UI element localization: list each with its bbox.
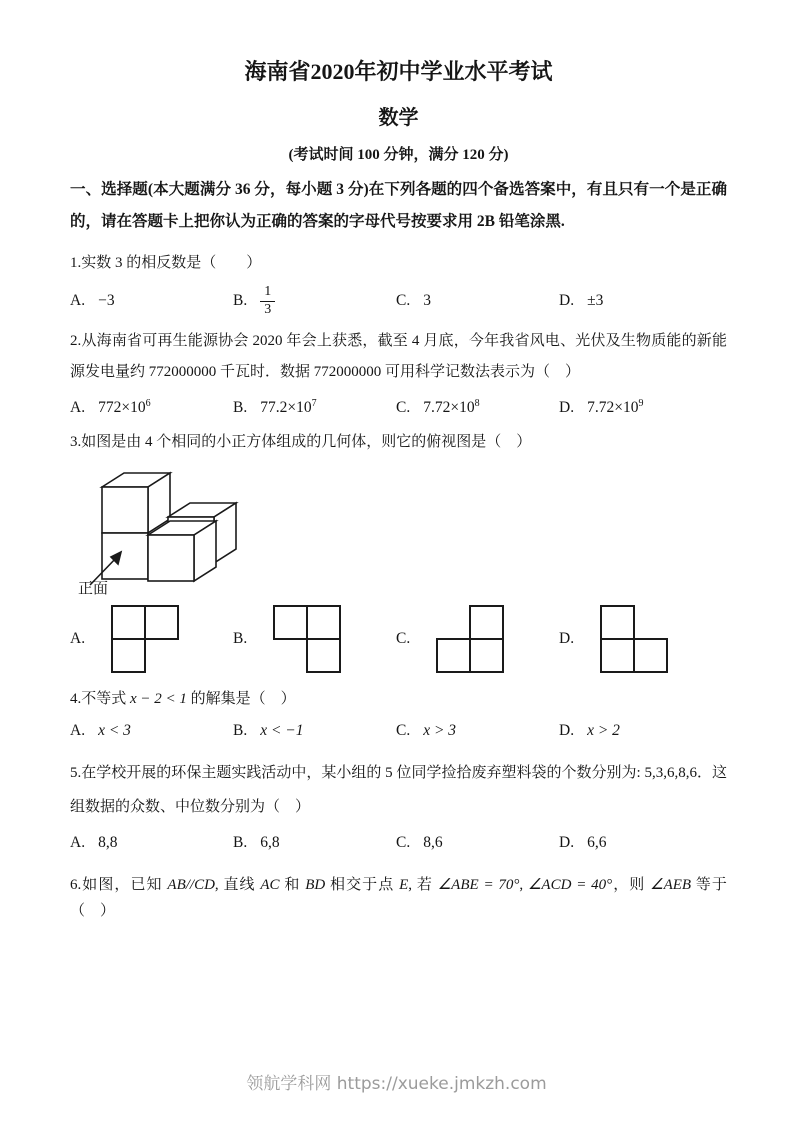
question-5-options xyxy=(70,834,727,852)
option-value: −3 xyxy=(98,292,115,309)
option-letter: A. xyxy=(70,292,86,309)
cube-front-face xyxy=(102,533,148,579)
option-value: $7.72\times 10^8$ xyxy=(423,398,480,417)
option-letter: B. xyxy=(233,722,248,740)
cube-front-face xyxy=(102,487,148,533)
option-letter: B. xyxy=(233,398,248,416)
option-value: $77.2\times 10^7$ xyxy=(260,398,317,417)
question-4-option-c xyxy=(396,722,559,740)
math-segment: ∠ACD = 40° xyxy=(527,877,613,894)
top-view-option-a-figure xyxy=(110,604,180,674)
option-letter: B. xyxy=(233,292,248,309)
math-segment: ∠AEB xyxy=(650,877,692,894)
exam-title: 海南省2020年初中学业水平考试 xyxy=(244,59,553,84)
question-5-stem xyxy=(70,756,727,824)
text-segment: 的解集是（ ） xyxy=(190,691,296,708)
question-3-option-a xyxy=(70,604,233,674)
option-letter: C. xyxy=(396,398,411,416)
question-2-stem xyxy=(70,326,727,388)
question-1 xyxy=(70,250,727,324)
option-value: 8,8 xyxy=(98,834,118,852)
math-segment: x − 2 < 1 xyxy=(126,691,191,708)
question-2-option-b xyxy=(233,398,396,417)
option-value: 8,6 xyxy=(423,834,443,852)
question-3 xyxy=(70,429,727,674)
top-view-option-d-figure xyxy=(599,604,669,674)
option-letter: A. xyxy=(70,630,86,648)
text-segment: 1.实数 3 的相反数是（ ） xyxy=(70,255,262,271)
cube-assembly-figure xyxy=(78,461,278,595)
fraction-numerator: 1 xyxy=(260,284,275,301)
option-value: x > 2 xyxy=(587,722,620,740)
question-5-option-c xyxy=(396,834,559,852)
exponent: 7 xyxy=(311,398,317,409)
question-4-option-b xyxy=(233,722,396,740)
option-value: ±3 xyxy=(587,292,604,309)
text-segment: 5.在学校开展的环保主题实践活动中，某小组的 5 位同学捡拾废弃塑料袋的个数分别为: 5,3,6,8,6．这组数据的众数、中位数分别为（ ） xyxy=(70,765,727,816)
question-2-option-d xyxy=(559,398,727,417)
exam-info: (考试时间 100 分钟，满分 120 分) xyxy=(288,147,509,163)
question-1-option-a xyxy=(70,292,233,310)
option-letter: D. xyxy=(559,722,575,740)
question-3-stem xyxy=(70,429,727,455)
question-2 xyxy=(70,326,727,417)
exponent: 9 xyxy=(638,398,644,409)
exponent: 8 xyxy=(474,398,480,409)
option-letter: B. xyxy=(233,630,248,648)
text-segment: 3.如图是由 4 个相同的小正方体组成的几何体，则它的俯视图是（ ） xyxy=(70,434,532,451)
question-4-options xyxy=(70,722,727,740)
exponent: 6 xyxy=(145,398,151,409)
option-value: $772\times 10^6$ xyxy=(98,398,151,417)
option-letter: C. xyxy=(396,292,411,309)
question-6 xyxy=(70,872,727,924)
text-segment: 4.不等式 xyxy=(70,691,127,708)
question-1-option-b xyxy=(233,284,396,317)
option-value: x < −1 xyxy=(260,722,304,740)
option-value: 6,8 xyxy=(260,834,280,852)
text-segment: , xyxy=(519,877,528,894)
question-1-option-d xyxy=(559,292,727,310)
question-3-figure xyxy=(78,461,727,600)
option-value: 3 xyxy=(423,292,431,309)
question-2-option-c xyxy=(396,398,559,417)
option-value: $7.72\times 10^9$ xyxy=(587,398,644,417)
question-3-option-c xyxy=(396,604,559,674)
option-letter: A. xyxy=(70,722,86,740)
cube-front-face xyxy=(148,535,194,581)
option-letter: A. xyxy=(70,834,86,852)
question-2-options xyxy=(70,398,727,417)
text-segment: 等于（ ） xyxy=(70,877,727,920)
option-letter: A. xyxy=(70,398,86,416)
question-5-option-a xyxy=(70,834,233,852)
question-2-option-a xyxy=(70,398,233,417)
option-letter: D. xyxy=(559,292,575,309)
question-5-option-d xyxy=(559,834,727,852)
question-3-option-b xyxy=(233,604,396,674)
fraction-one-third xyxy=(260,284,275,317)
math-segment: E xyxy=(399,877,409,894)
watermark: 领航学科网 https://xueke.jmkzh.com xyxy=(246,1074,547,1094)
option-letter: C. xyxy=(396,722,411,740)
question-3-options xyxy=(70,604,727,674)
option-letter: B. xyxy=(233,834,248,852)
section-heading: 一、选择题(本大题满分 36 分，每小题 3 分)在下列各题的四个备选答案中，有且只有一个是正确的，请在答题卡上把你认为正确的答案的字母代号按要求用 2B 铅笔涂黑. xyxy=(70,181,727,230)
option-letter: D. xyxy=(559,398,575,416)
text-segment: , 若 xyxy=(408,877,438,894)
option-letter: C. xyxy=(396,834,411,852)
text-segment: 和 xyxy=(279,877,306,894)
exam-subject: 数学 xyxy=(378,107,419,129)
option-value: x < 3 xyxy=(98,722,131,740)
question-3-option-d xyxy=(559,604,727,674)
top-view-option-c-figure xyxy=(435,604,505,674)
question-1-options xyxy=(70,278,727,324)
option-letter: D. xyxy=(559,834,575,852)
math-segment: AC xyxy=(260,877,280,894)
question-4-stem xyxy=(70,686,727,712)
text-segment: 2.从海南省可再生能源协会 2020 年会上获悉，截至 4 月底，今年我省风电、光伏及生物质能的新能源发电量约 772000000 千瓦时．数据 772000000 可用科学记数法表示为（ ） xyxy=(70,333,727,380)
option-value: x > 3 xyxy=(423,722,457,740)
option-letter: D. xyxy=(559,630,575,648)
text-segment: 6.如图，已知 xyxy=(70,877,168,894)
text-segment: ，则 xyxy=(612,877,651,894)
option-letter: C. xyxy=(396,630,411,648)
top-view-option-b-figure xyxy=(272,604,342,674)
option-value: 6,6 xyxy=(587,834,607,852)
question-1-option-c xyxy=(396,292,559,310)
math-segment: AB//CD xyxy=(167,877,215,894)
question-5-option-b xyxy=(233,834,396,852)
question-6-stem xyxy=(70,872,727,924)
math-segment: BD xyxy=(305,877,326,894)
question-1-stem xyxy=(70,250,727,276)
fraction-denominator: 3 xyxy=(264,301,272,317)
text-segment: , 直线 xyxy=(214,877,261,894)
math-segment: ∠ABE = 70° xyxy=(437,877,520,894)
question-4-option-a xyxy=(70,722,233,740)
question-4 xyxy=(70,686,727,740)
front-face-label: 正面 xyxy=(78,581,109,596)
question-4-option-d xyxy=(559,722,727,740)
text-segment: 相交于点 xyxy=(325,877,400,894)
question-5 xyxy=(70,756,727,852)
